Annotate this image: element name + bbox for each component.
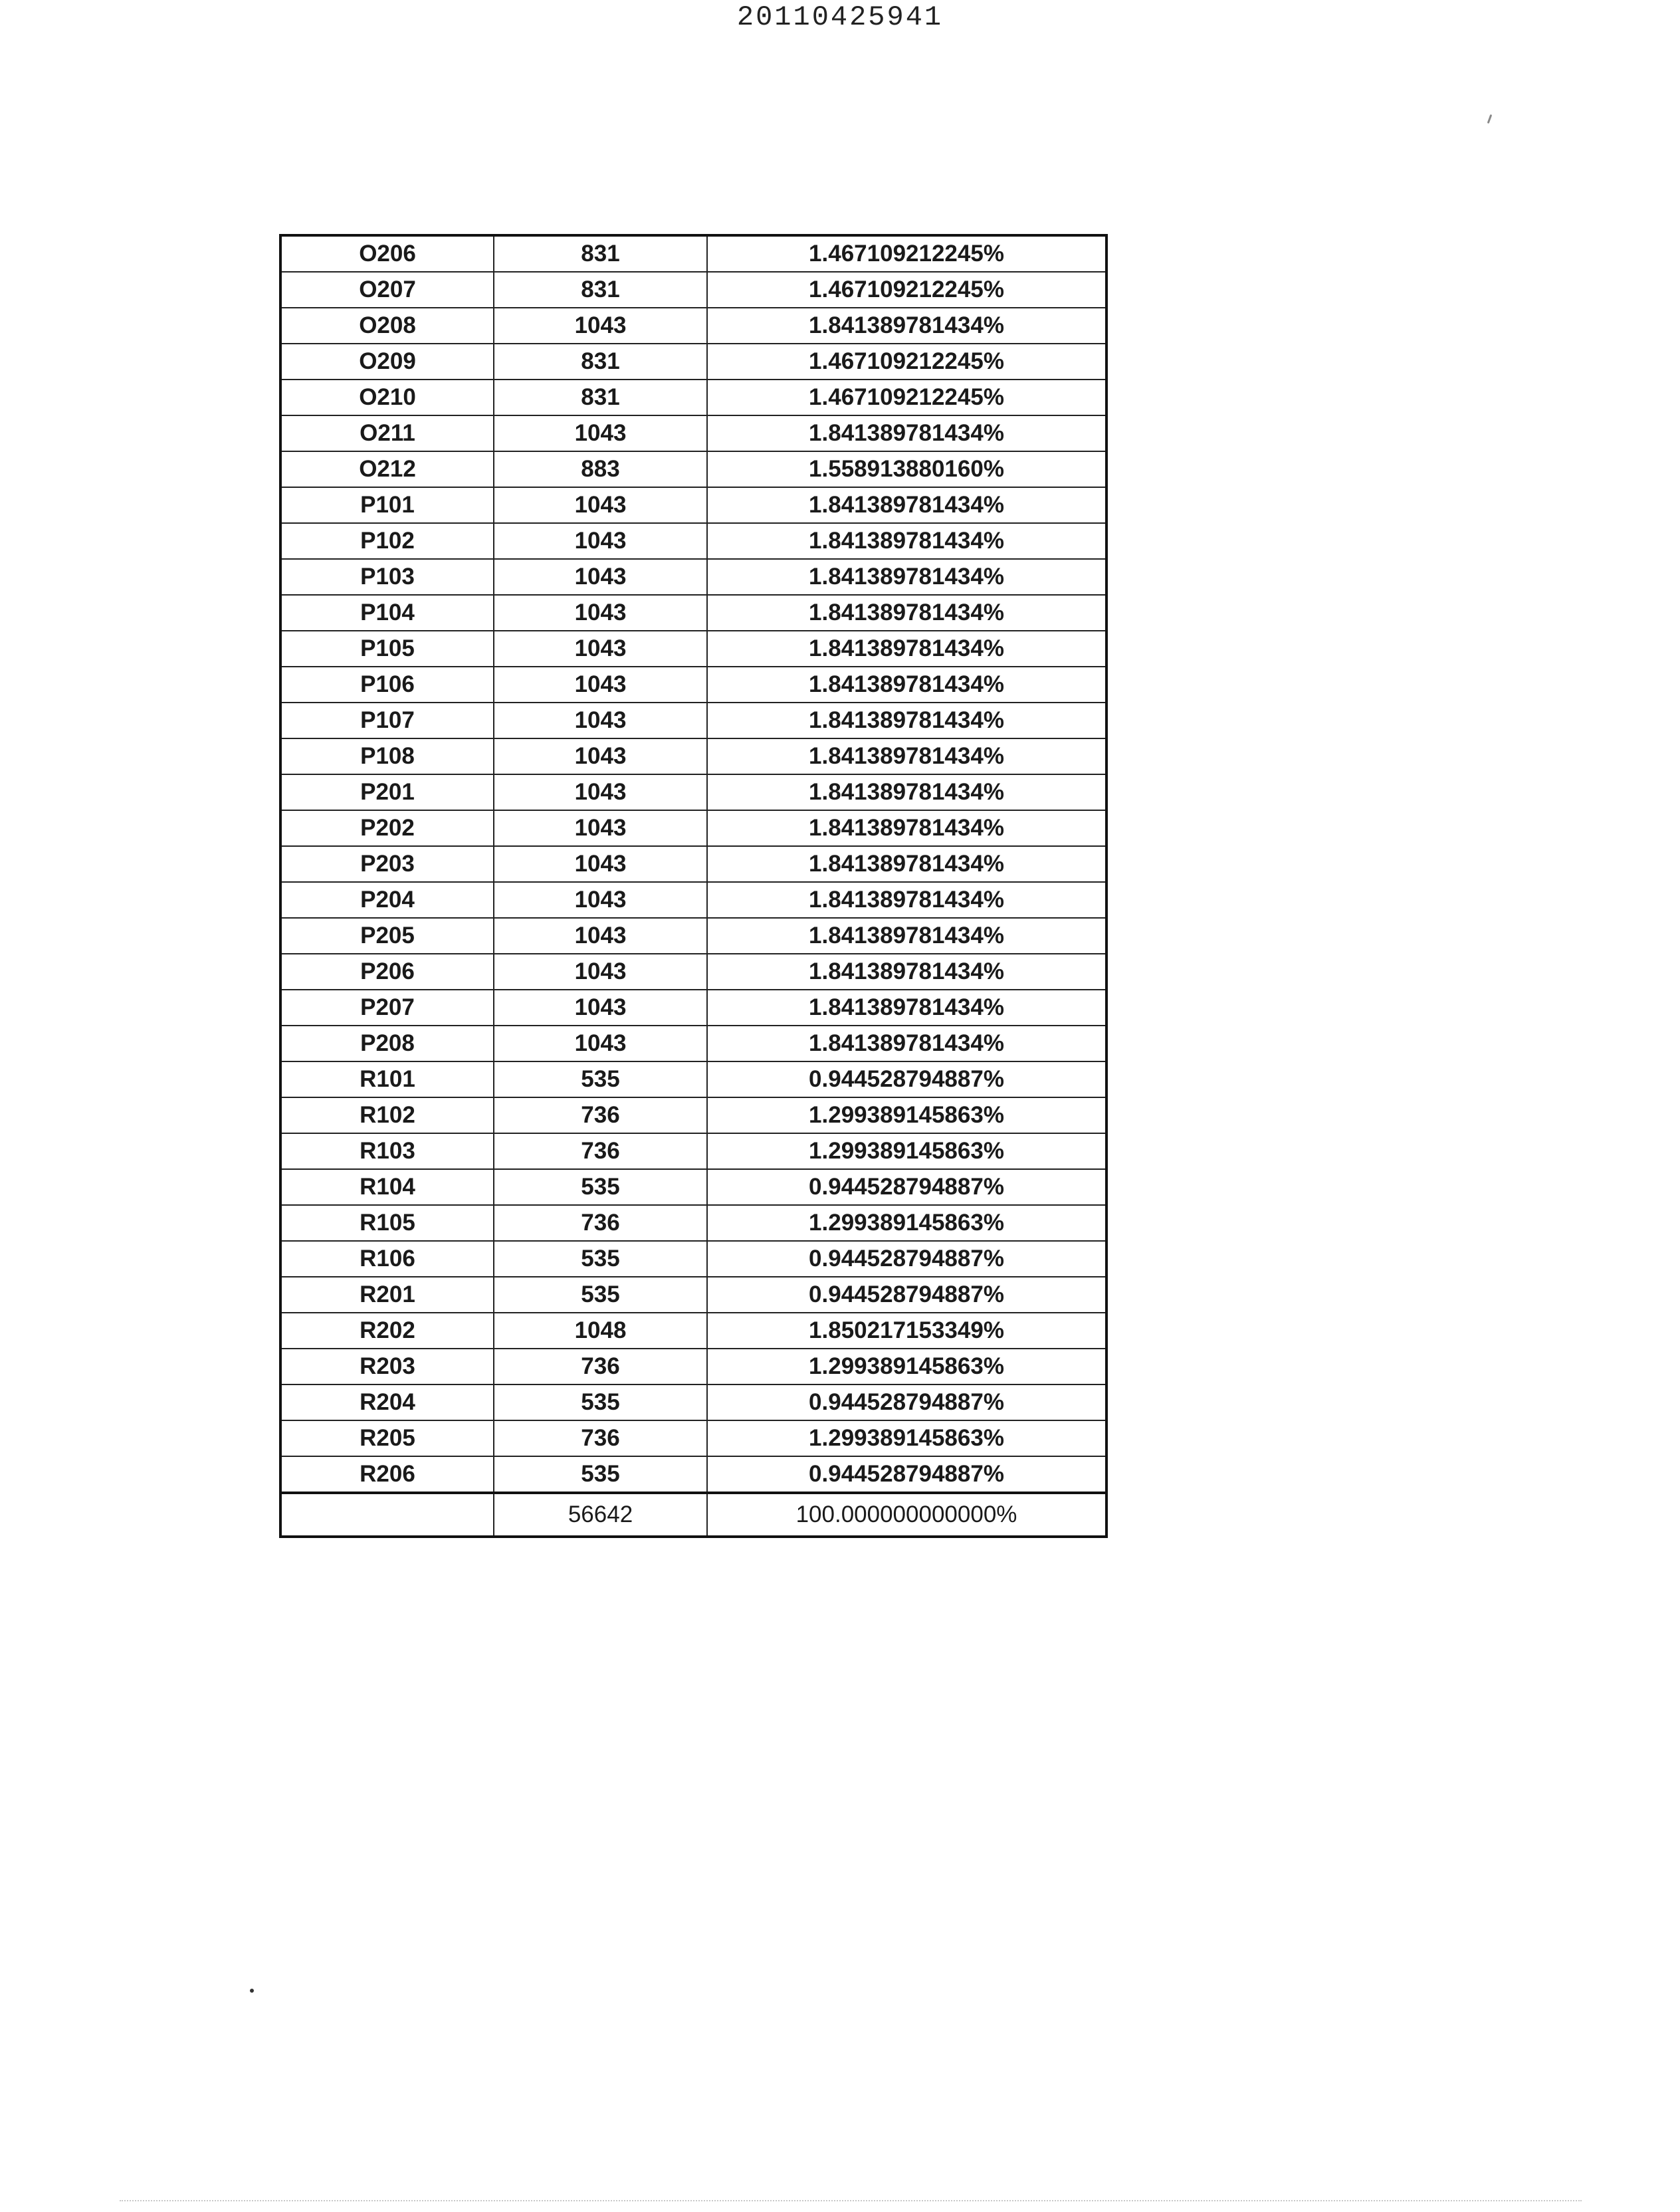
table-row <box>280 846 1106 882</box>
unit-cell: P108 <box>280 738 494 774</box>
table-body <box>280 235 1106 1537</box>
unit-cell: R206 <box>280 1456 494 1493</box>
scan-edge-noise <box>120 2200 1582 2203</box>
unit-cell: R104 <box>280 1169 494 1205</box>
table-row <box>280 1349 1106 1384</box>
percent-cell: 0.944528794887% <box>707 1061 1106 1097</box>
unit-cell: P102 <box>280 523 494 559</box>
table-row <box>280 380 1106 415</box>
table-row <box>280 487 1106 523</box>
table-row <box>280 667 1106 703</box>
percent-cell: 1.841389781434% <box>707 882 1106 918</box>
percent-cell: 1.558913880160% <box>707 451 1106 487</box>
area-cell: 883 <box>494 451 707 487</box>
total-unit-cell <box>280 1493 494 1537</box>
unit-cell: R101 <box>280 1061 494 1097</box>
area-cell: 535 <box>494 1241 707 1277</box>
percent-cell: 1.850217153349% <box>707 1313 1106 1349</box>
area-cell: 1043 <box>494 846 707 882</box>
percent-cell: 1.841389781434% <box>707 990 1106 1026</box>
percent-cell: 1.299389145863% <box>707 1097 1106 1133</box>
unit-cell: R205 <box>280 1420 494 1456</box>
table-row <box>280 1133 1106 1169</box>
percent-cell: 1.841389781434% <box>707 918 1106 954</box>
percent-cell: 1.841389781434% <box>707 846 1106 882</box>
table-row <box>280 1420 1106 1456</box>
area-cell: 1048 <box>494 1313 707 1349</box>
percent-cell: 1.467109212245% <box>707 344 1106 380</box>
area-cell: 736 <box>494 1420 707 1456</box>
unit-cell: P107 <box>280 703 494 738</box>
percent-cell: 1.841389781434% <box>707 774 1106 810</box>
percent-cell: 1.841389781434% <box>707 810 1106 846</box>
area-cell: 736 <box>494 1133 707 1169</box>
table-row <box>280 1277 1106 1313</box>
area-cell: 535 <box>494 1061 707 1097</box>
unit-cell: P105 <box>280 631 494 667</box>
unit-cell: O206 <box>280 235 494 272</box>
table-row <box>280 882 1106 918</box>
percent-cell: 1.841389781434% <box>707 487 1106 523</box>
table-row <box>280 344 1106 380</box>
unit-cell: R201 <box>280 1277 494 1313</box>
table-row <box>280 1313 1106 1349</box>
percent-cell: 0.944528794887% <box>707 1277 1106 1313</box>
area-cell: 831 <box>494 235 707 272</box>
table-row <box>280 595 1106 631</box>
area-cell: 1043 <box>494 882 707 918</box>
unit-cell: P103 <box>280 559 494 595</box>
percent-cell: 1.841389781434% <box>707 1026 1106 1061</box>
percent-cell: 1.841389781434% <box>707 308 1106 344</box>
area-cell: 1043 <box>494 810 707 846</box>
percent-cell: 1.299389145863% <box>707 1205 1106 1241</box>
table-row <box>280 1169 1106 1205</box>
unit-cell: P101 <box>280 487 494 523</box>
unit-cell: P202 <box>280 810 494 846</box>
unit-cell: R203 <box>280 1349 494 1384</box>
area-cell: 1043 <box>494 918 707 954</box>
percent-cell: 1.841389781434% <box>707 559 1106 595</box>
percent-cell: 1.299389145863% <box>707 1133 1106 1169</box>
table-row <box>280 703 1106 738</box>
unit-cell: R105 <box>280 1205 494 1241</box>
area-cell: 736 <box>494 1349 707 1384</box>
table-row <box>280 523 1106 559</box>
percent-cell: 1.841389781434% <box>707 954 1106 990</box>
table-row <box>280 451 1106 487</box>
percent-cell: 1.467109212245% <box>707 380 1106 415</box>
area-cell: 1043 <box>494 774 707 810</box>
document-number: 20110425941 <box>736 1 944 33</box>
table-row <box>280 1456 1106 1493</box>
area-cell: 1043 <box>494 703 707 738</box>
unit-cell: O207 <box>280 272 494 308</box>
percent-cell: 1.299389145863% <box>707 1349 1106 1384</box>
percent-cell: 1.299389145863% <box>707 1420 1106 1456</box>
unit-cell: R204 <box>280 1384 494 1420</box>
unit-cell: R103 <box>280 1133 494 1169</box>
total-row <box>280 1493 1106 1537</box>
table-row <box>280 1026 1106 1061</box>
table-row <box>280 415 1106 451</box>
unit-cell: O210 <box>280 380 494 415</box>
table-row <box>280 631 1106 667</box>
table-row <box>280 810 1106 846</box>
unit-cell: R102 <box>280 1097 494 1133</box>
area-cell: 1043 <box>494 523 707 559</box>
total-area-cell: 56642 <box>494 1493 707 1537</box>
unit-cell: O209 <box>280 344 494 380</box>
unit-cell: O208 <box>280 308 494 344</box>
area-cell: 831 <box>494 344 707 380</box>
unit-allocation-table <box>279 234 1108 1538</box>
area-cell: 535 <box>494 1384 707 1420</box>
unit-allocation-table-container <box>279 234 1108 1538</box>
table-row <box>280 308 1106 344</box>
area-cell: 535 <box>494 1169 707 1205</box>
table-row <box>280 1241 1106 1277</box>
area-cell: 831 <box>494 272 707 308</box>
percent-cell: 1.467109212245% <box>707 235 1106 272</box>
area-cell: 535 <box>494 1277 707 1313</box>
unit-cell: P104 <box>280 595 494 631</box>
unit-cell: R106 <box>280 1241 494 1277</box>
unit-cell: P205 <box>280 918 494 954</box>
unit-cell: P207 <box>280 990 494 1026</box>
area-cell: 1043 <box>494 595 707 631</box>
area-cell: 1043 <box>494 990 707 1026</box>
unit-cell: O211 <box>280 415 494 451</box>
percent-cell: 1.841389781434% <box>707 595 1106 631</box>
area-cell: 831 <box>494 380 707 415</box>
table-row <box>280 1205 1106 1241</box>
table-row <box>280 272 1106 308</box>
unit-cell: P204 <box>280 882 494 918</box>
percent-cell: 0.944528794887% <box>707 1241 1106 1277</box>
percent-cell: 1.841389781434% <box>707 631 1106 667</box>
table-row <box>280 738 1106 774</box>
unit-cell: P106 <box>280 667 494 703</box>
table-row <box>280 235 1106 272</box>
area-cell: 1043 <box>494 954 707 990</box>
area-cell: 736 <box>494 1097 707 1133</box>
area-cell: 1043 <box>494 415 707 451</box>
unit-cell: P201 <box>280 774 494 810</box>
area-cell: 1043 <box>494 738 707 774</box>
area-cell: 1043 <box>494 667 707 703</box>
area-cell: 535 <box>494 1456 707 1493</box>
percent-cell: 1.841389781434% <box>707 738 1106 774</box>
table-row <box>280 559 1106 595</box>
area-cell: 736 <box>494 1205 707 1241</box>
area-cell: 1043 <box>494 308 707 344</box>
percent-cell: 0.944528794887% <box>707 1456 1106 1493</box>
unit-cell: R202 <box>280 1313 494 1349</box>
table-row <box>280 774 1106 810</box>
percent-cell: 0.944528794887% <box>707 1169 1106 1205</box>
table-row <box>280 990 1106 1026</box>
table-row <box>280 954 1106 990</box>
unit-cell: P208 <box>280 1026 494 1061</box>
area-cell: 1043 <box>494 631 707 667</box>
percent-cell: 0.944528794887% <box>707 1384 1106 1420</box>
table-row <box>280 1061 1106 1097</box>
unit-cell: P206 <box>280 954 494 990</box>
percent-cell: 1.841389781434% <box>707 523 1106 559</box>
table-row <box>280 918 1106 954</box>
area-cell: 1043 <box>494 487 707 523</box>
percent-cell: 1.467109212245% <box>707 272 1106 308</box>
table-row <box>280 1097 1106 1133</box>
unit-cell: O212 <box>280 451 494 487</box>
unit-cell: P203 <box>280 846 494 882</box>
scan-speck <box>1487 114 1493 124</box>
total-percent-cell: 100.000000000000% <box>707 1493 1106 1537</box>
scan-speck <box>250 1989 254 1993</box>
percent-cell: 1.841389781434% <box>707 415 1106 451</box>
percent-cell: 1.841389781434% <box>707 703 1106 738</box>
area-cell: 1043 <box>494 1026 707 1061</box>
table-row <box>280 1384 1106 1420</box>
area-cell: 1043 <box>494 559 707 595</box>
percent-cell: 1.841389781434% <box>707 667 1106 703</box>
